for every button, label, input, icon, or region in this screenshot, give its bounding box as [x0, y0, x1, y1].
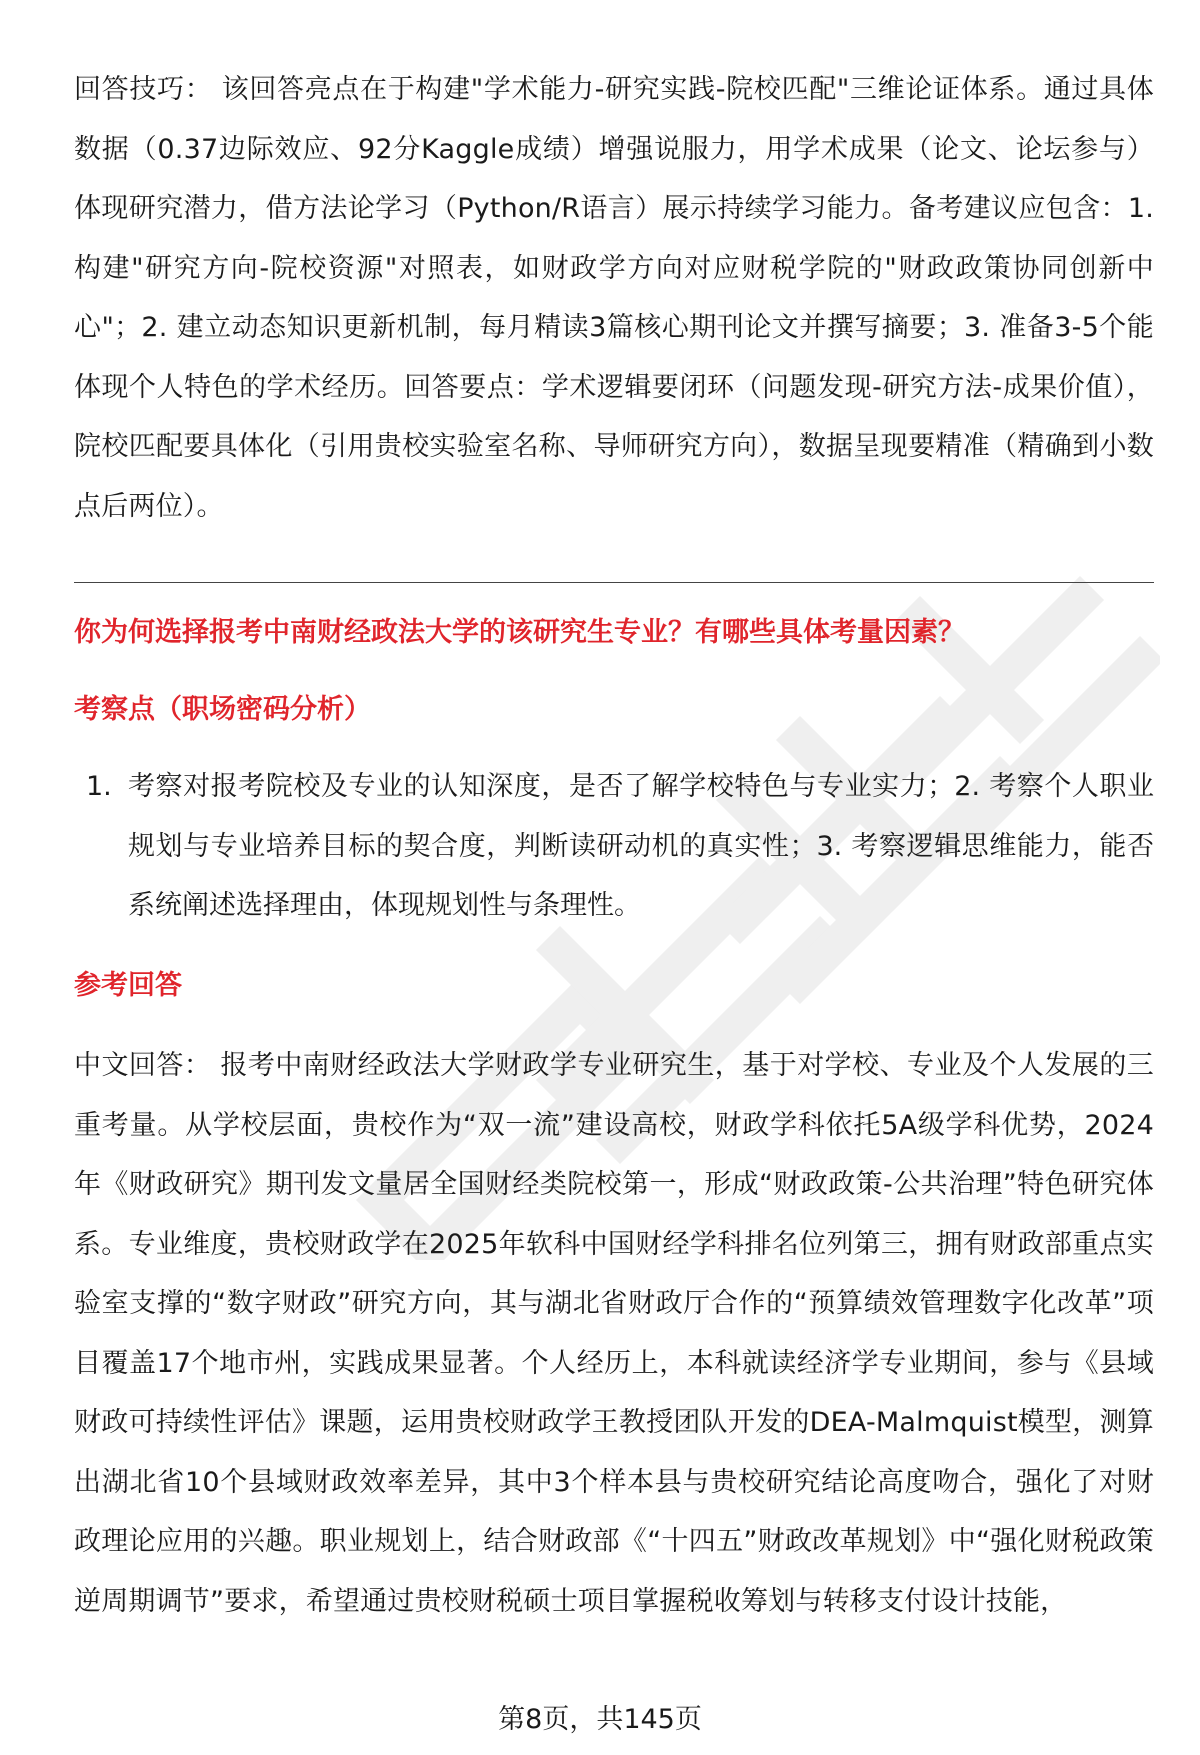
reference-answer-heading: 参考回答 — [74, 970, 182, 1001]
question-title: 你为何选择报考中南财经政法大学的该研究生专业？有哪些具体考量因素？ — [74, 617, 965, 648]
reference-answer-label: 中文回答： — [74, 1050, 212, 1081]
tips-paragraph — [74, 60, 1154, 536]
list-item-number: 1. — [86, 771, 112, 802]
list-item-text: 考察对报考院校及专业的认知深度，是否了解学校特色与专业实力；2. 考察个人职业规划与专业培养目标的契合度，判断读研动机的真实性；3. 考察逻辑思维能力，能否系统阐述选择理由，体现规划性与条理性。 — [128, 771, 1154, 921]
tips-label: 回答技巧： — [74, 74, 213, 105]
exam-points-heading: 考察点（职场密码分析） — [74, 694, 371, 725]
section-divider — [74, 582, 1154, 583]
reference-answer-paragraph — [74, 1036, 1154, 1631]
tips-text: 该回答亮点在于构建"学术能力-研究实践-院校匹配"三维论证体系。通过具体数据（0.37边际效应、92分Kaggle成绩）增强说服力，用学术成果（论文、论坛参与）体现研究潜力，借方法论学习（Python/R语言）展示持续学习能力。备考建议应包含：1. 构建"研究方向-院校资源"对照表，如财政学方向对应财税学院的"财政政策协同创新中心"；2. 建立动态知识更新机制，每月精读3篇核心期刊论文并撰写摘要；3. 准备3-5个能体现个人特色的学术经历。回答要点：学术逻辑要闭环（问题发现-研究方法-成果价值），院校匹配要具体化（引用贵校实验室名称、导师研究方向），数据呈现要精准（精确到小数点后两位）。 — [74, 74, 1154, 522]
list-item — [74, 757, 1154, 936]
page-number: 第8页，共145页 — [498, 1704, 702, 1735]
reference-answer-text: 报考中南财经政法大学财政学专业研究生，基于对学校、专业及个人发展的三重考量。从学校层面，贵校作为“双一流”建设高校，财政学科依托5A级学科优势，2024年《财政研究》期刊发文量居全国财经类院校第一，形成“财政政策-公共治理”特色研究体系。专业维度，贵校财政学在2025年软科中国财经学科排名位列第三，拥有财政部重点实验室支撑的“数字财政”研究方向，其与湖北省财政厅合作的“预算绩效管理数字化改革”项目覆盖17个地市州，实践成果显著。个人经历上，本科就读经济学专业期间，参与《县域财政可持续性评估》课题，运用贵校财政学王教授团队开发的DEA-Malmquist模型，测算出湖北省10个县域财政效率差异，其中3个样本县与贵校研究结论高度吻合，强化了对财政理论应用的兴趣。职业规划上，结合财政部《“十四五”财政改革规划》中“强化财税政策逆周期调节”要求，希望通过贵校财税硕士项目掌握税收筹划与转移支付设计技能， — [74, 1050, 1154, 1617]
exam-points-list — [74, 757, 1154, 936]
